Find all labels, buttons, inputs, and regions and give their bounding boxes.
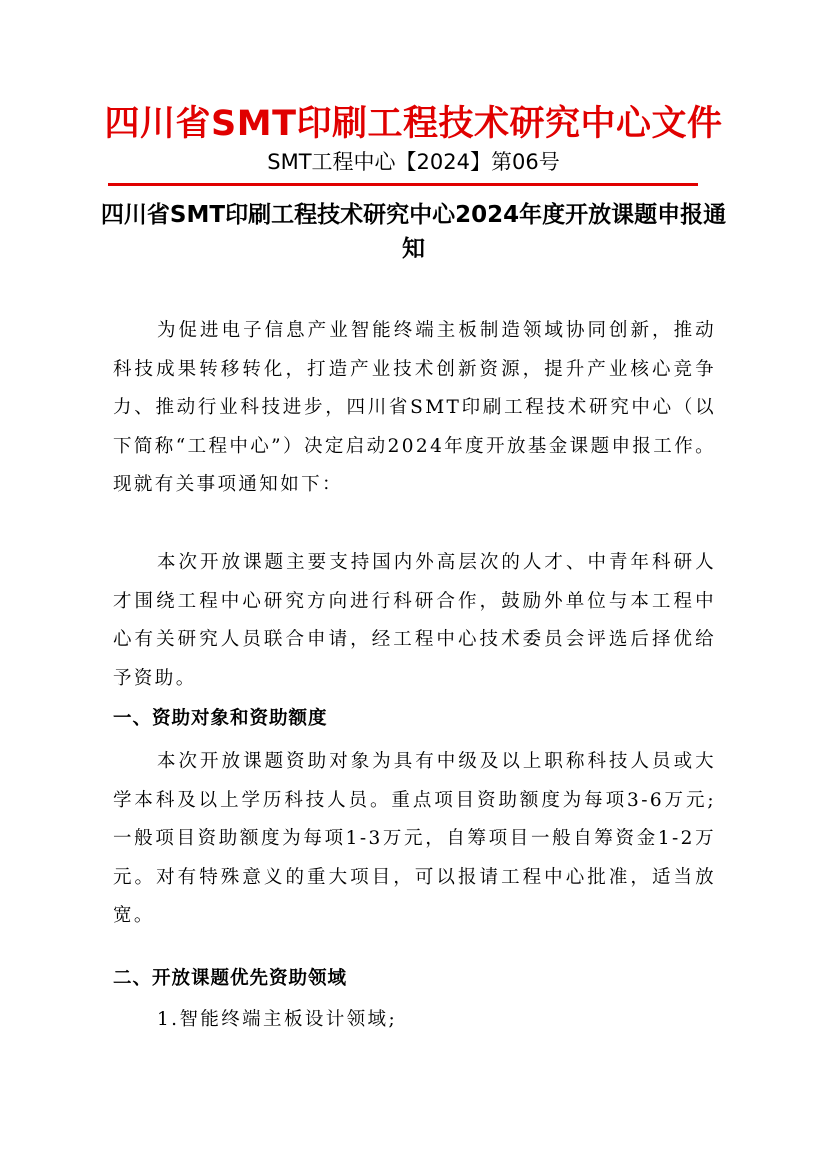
scope-paragraph: 本次开放课题主要支持国内外高层次的人才、中青年科研人才围绕工程中心研究方向进行科研合作，鼓励外单位与本工程中心有关研究人员联合申请，经工程中心技术委员会评选后择优给予资助。 bbox=[113, 552, 716, 689]
list-item: 1.智能终端主板设计领域; bbox=[157, 1009, 398, 1030]
document-number: SMT工程中心【2024】第06号 bbox=[267, 150, 560, 174]
section-heading-priority-areas: 二、开放课题优先资助领域 bbox=[113, 968, 348, 989]
section-heading-funding: 一、资助对象和资助额度 bbox=[113, 708, 328, 729]
funding-paragraph: 本次开放课题资助对象为具有中级及以上职称科技人员或大学本科及以上学历科技人员。重点项目资助额度为每项3-6万元;一般项目资助额度为每项1-3万元，自筹项目一般自筹资金1-2万元。对有特殊意义的重大项目，可以报请工程中心批准，适当放宽。 bbox=[113, 751, 716, 926]
header-divider bbox=[108, 183, 698, 186]
document-title: 四川省SMT印刷工程技术研究中心2024年度开放课题申报通知 bbox=[100, 202, 727, 262]
org-header-title: 四川省SMT印刷工程技术研究中心文件 bbox=[104, 104, 723, 144]
intro-paragraph: 为促进电子信息产业智能终端主板制造领域协同创新，推动科技成果转移转化，打造产业技术创新资源，提升产业核心竞争力、推动行业科技进步，四川省SMT印刷工程技术研究中心（以下简称“工程中心”）决定启动2024年度开放基金课题申报工作。现就有关事项通知如下： bbox=[113, 320, 716, 495]
